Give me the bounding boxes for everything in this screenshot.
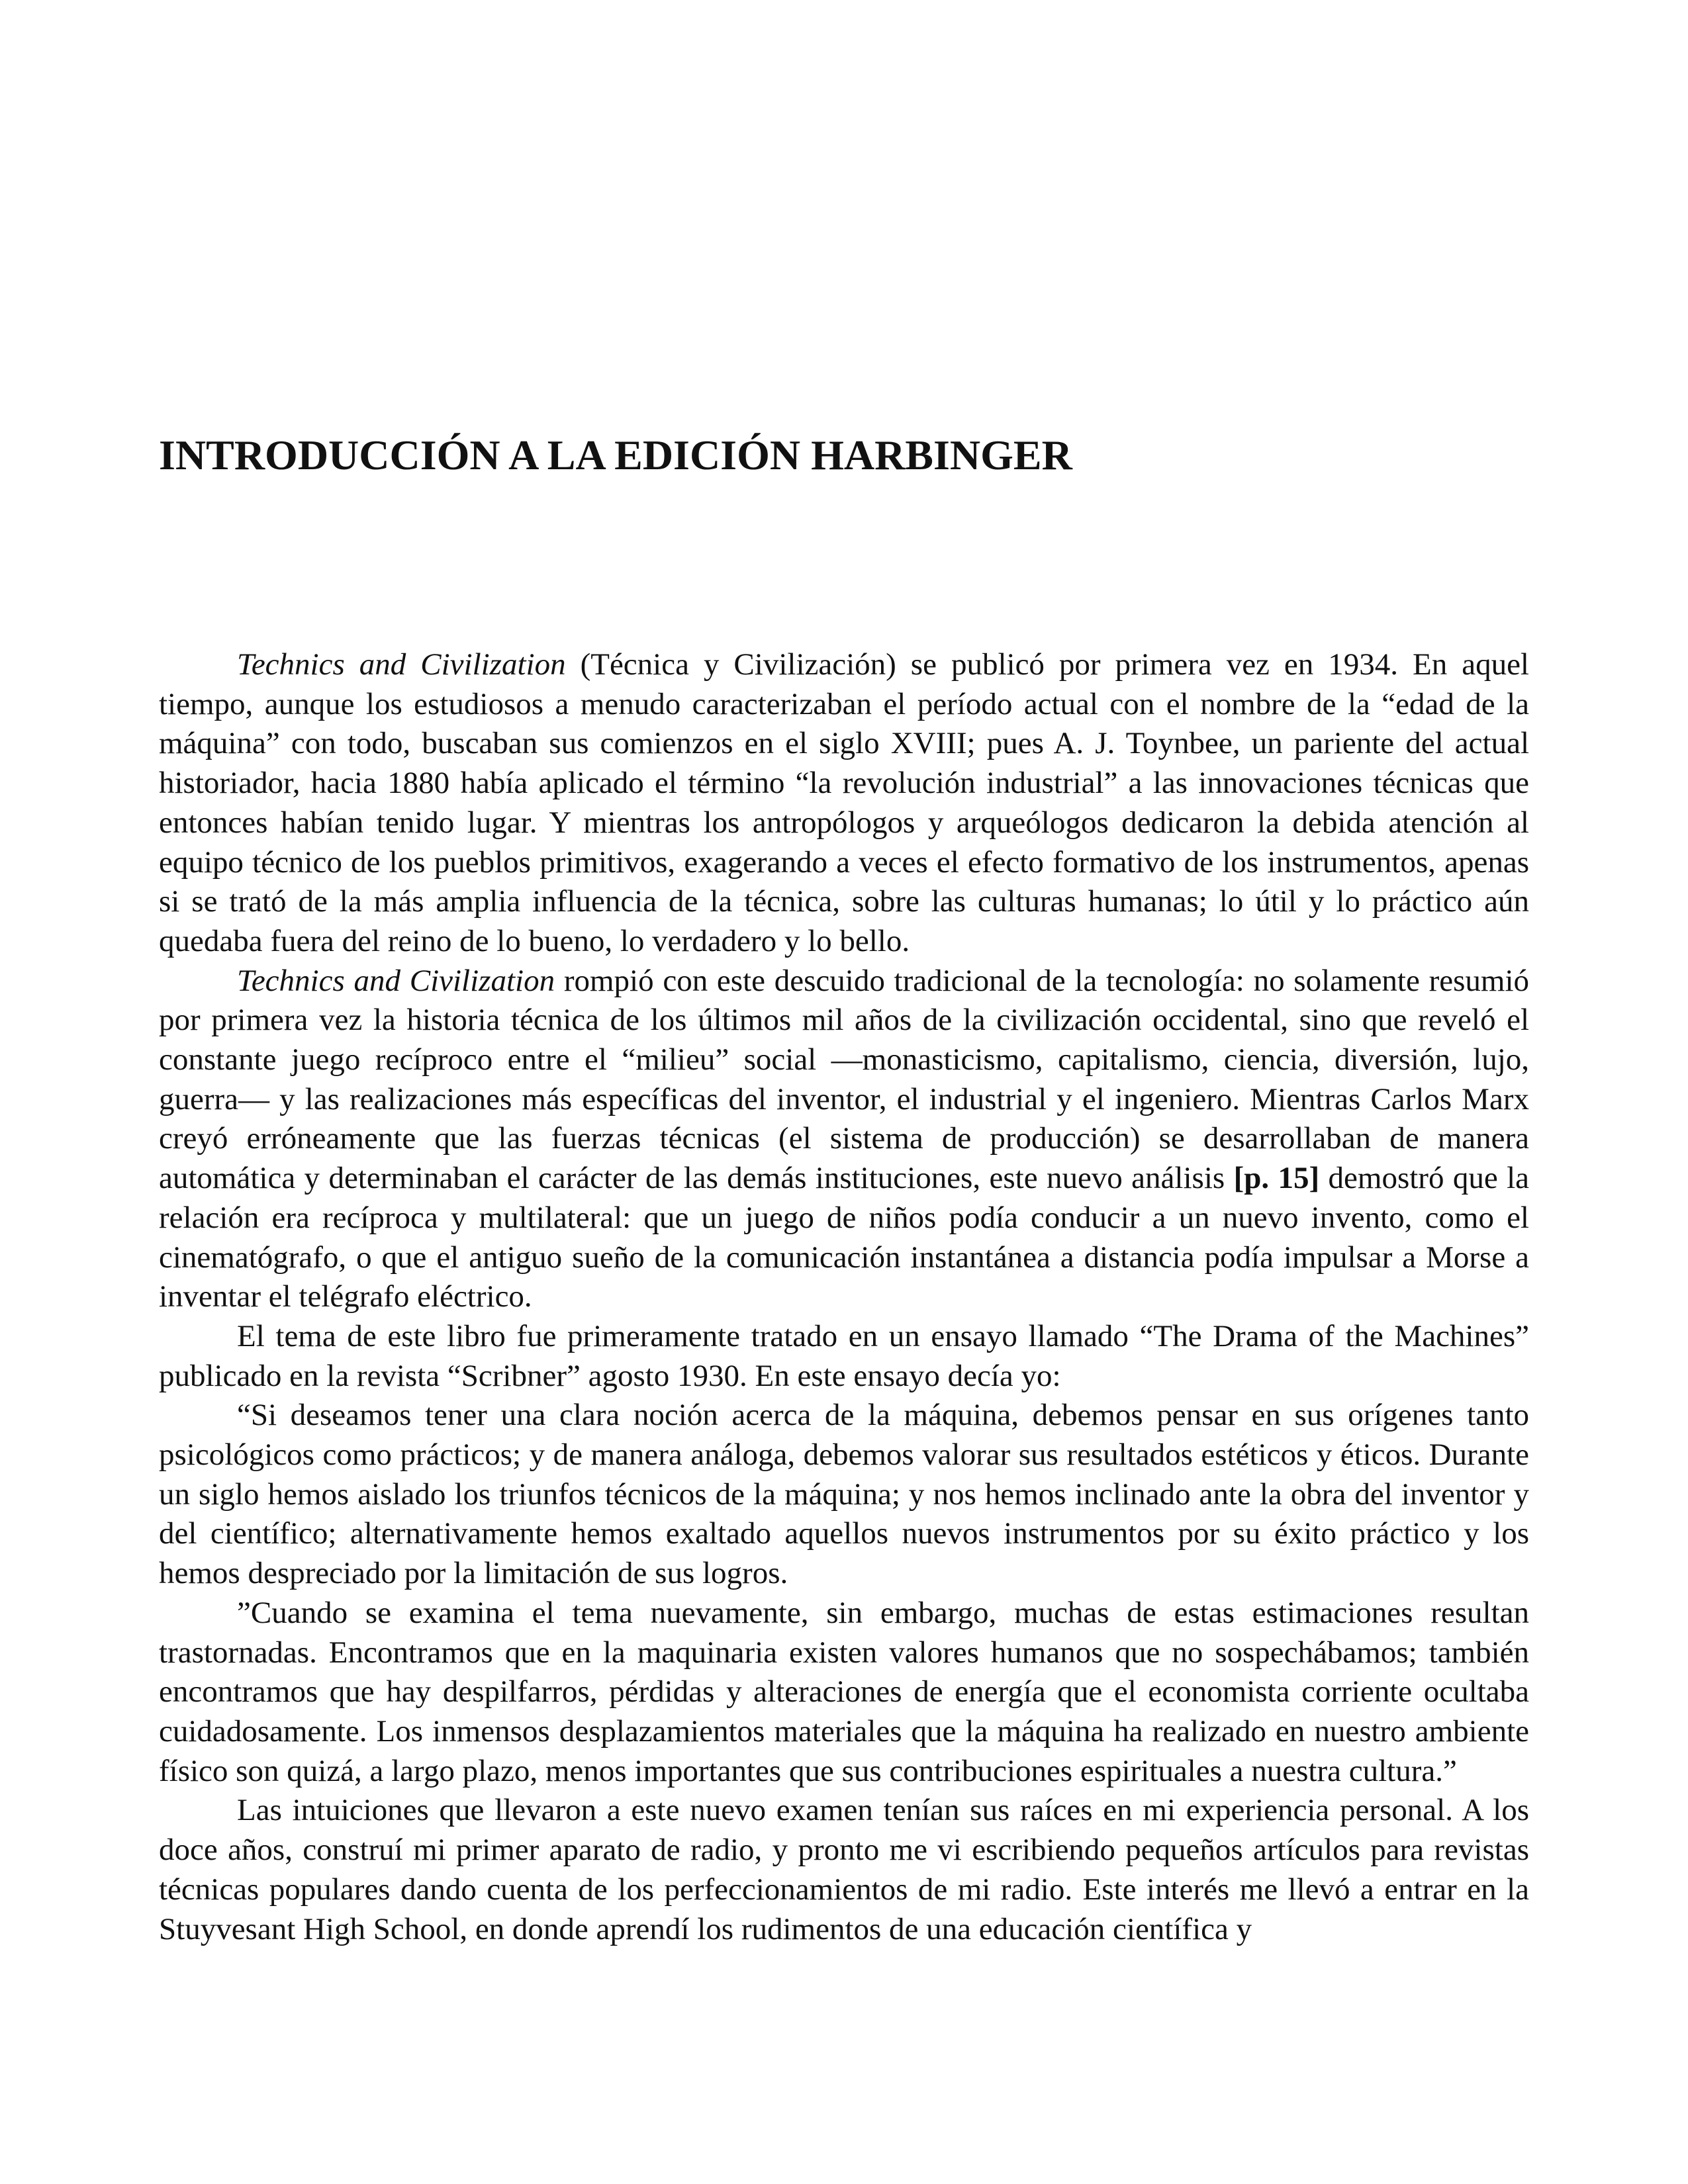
paragraph-5-quote: ”Cuando se examina el tema nuevamente, sin embargo, muchas de estas estimaciones resultan trastornadas. Encontramos que en la maquinaria existen valores humanos que no sospechábamos; también encontramos que hay despilfarros, pérdidas y alteraciones de energía que el economista corriente ocultaba cuidadosamente. Los inmensos desplazamientos materiales que la máquina ha realizado en nuestro ambiente físico son quizá, a largo plazo, menos importantes que sus contribuciones espirituales a nuestra cultura.” — [159, 1595, 1529, 1788]
book-title: Technics and Civilization — [237, 647, 566, 682]
paragraph-1 — [159, 645, 1529, 962]
page-title: INTRODUCCIÓN A LA EDICIÓN HARBINGER — [159, 432, 1072, 478]
body-text — [159, 645, 1529, 1949]
page-reference: [p. 15] — [1233, 1161, 1320, 1196]
paragraph-text: (Técnica y Civilización) se publicó por primera vez en 1934. En aquel tiempo, aunque los estudiosos a menudo caracterizaban el período actual con el nombre de la “edad de la máquina” con todo, buscaban sus comienzos en el siglo XVIII; pues A. J. Toynbee, un pariente del actual historiador, hacia 1880 había aplicado el término “la revolución industrial” a las innovaciones técnicas que entonces habían tenido lugar. Y mientras los antropólogos y arqueólogos dedicaron la debida atención al equipo técnico de los pueblos primitivos, exagerando a veces el efecto formativo de los instrumentos, apenas si se trató de la más amplia influencia de la técnica, sobre las culturas humanas; lo útil y lo práctico aún quedaba fuera del reino de lo bueno, lo verdadero y lo bello. — [159, 647, 1529, 958]
paragraph-4-quote: “Si deseamos tener una clara noción acerca de la máquina, debemos pensar en sus orígenes tanto psicológicos como prácticos; y de manera análoga, debemos valorar sus resultados estéticos y éticos. Durante un siglo hemos aislado los triunfos técnicos de la máquina; y nos hemos inclinado ante la obra del inventor y del científico; alternativamente hemos exaltado aquellos nuevos instrumentos por su éxito práctico y los hemos despreciado por la limitación de sus logros. — [159, 1398, 1529, 1591]
paragraph-2 — [159, 962, 1529, 1317]
paragraph-6: Las intuiciones que llevaron a este nuevo examen tenían sus raíces en mi experiencia personal. A los doce años, construí mi primer aparato de radio, y pronto me vi escribiendo pequeños artículos para revistas técnicas populares dando cuenta de los perfeccionamientos de mi radio. Este interés me llevó a entrar en la Stuyvesant High School, en donde aprendí los rudimentos de una educación científica y — [159, 1793, 1529, 1946]
paragraph-3: El tema de este libro fue primeramente tratado en un ensayo llamado “The Drama of the Machines” publicado en la revista “Scribner” agosto 1930. En este ensayo decía yo: — [159, 1318, 1529, 1393]
paragraph-text: demostró que la relación era recíproca y multilateral: que un juego de niños podía conducir a un nuevo invento, como el cinematógrafo, o que el antiguo sueño de la comunicación instantánea a distancia podía impulsar a Morse a inventar el telégrafo eléctrico. — [159, 1161, 1529, 1314]
paragraph-text: rompió con este descuido tradicional de la tecnología: no solamente resumió por primera vez la historia técnica de los últimos mil años de la civilización occidental, sino que reveló el constante juego recíproco entre el “milieu” social —monasticismo, capitalismo, ciencia, diversión, lujo, guerra— y las realizaciones más específicas del inventor, el industrial y el ingeniero. Mientras Carlos Marx creyó erróneamente que las fuerzas técnicas (el sistema de producción) se desarrollaban de manera automática y determinaban el carácter de las demás instituciones, este nuevo análisis — [159, 963, 1530, 1196]
book-title: Technics and Civilization — [237, 963, 555, 998]
